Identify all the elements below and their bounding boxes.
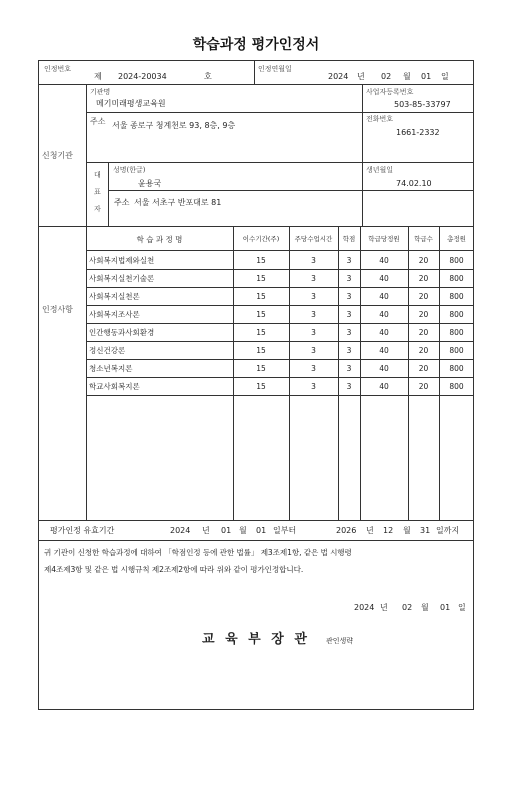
course-weeks: 15 (256, 346, 266, 355)
col-header-weeks: 이수기간(주) (242, 235, 280, 243)
divider-validity-top (38, 520, 474, 521)
divider-inst-right (362, 84, 363, 226)
table-row (86, 305, 474, 323)
validity-start-month: 01 (221, 526, 232, 535)
col-header-hours: 주당수업시간 (294, 235, 333, 243)
course-class-cap: 40 (379, 310, 389, 319)
col-header-classes: 학급수 (414, 235, 433, 243)
course-name: 사회복지실천론 (89, 292, 140, 301)
validity-end-suffix: 일까지 (436, 526, 460, 535)
institution-section-label: 신청기관 (42, 151, 73, 160)
course-name: 청소년복지론 (89, 364, 133, 373)
statement-year-unit: 년 (380, 603, 388, 612)
cert-date-month: 02 (381, 72, 392, 81)
course-classes: 20 (418, 328, 429, 337)
courses-section-label: 인정사항 (42, 305, 73, 314)
course-credits: 3 (346, 346, 352, 355)
cert-no-suffix: 호 (204, 72, 212, 81)
institution-name-label: 기관명 (90, 88, 111, 96)
validity-label: 평가인정 유효기간 (50, 526, 115, 535)
course-total: 800 (449, 364, 464, 373)
statement-day: 01 (440, 603, 451, 612)
validity-end-month: 12 (383, 526, 394, 535)
rep-birth-label: 생년월일 (366, 166, 394, 174)
course-classes: 20 (418, 274, 429, 283)
course-total: 800 (449, 256, 464, 265)
course-weeks: 15 (256, 328, 266, 337)
course-credits: 3 (346, 274, 352, 283)
validity-end-year-unit: 년 (366, 526, 374, 535)
rep-name: 윤용국 (138, 179, 162, 188)
course-name: 인간행동과사회환경 (89, 328, 155, 337)
table-row (86, 341, 474, 359)
cert-no-prefix: 제 (94, 72, 102, 81)
institution-name: 메기미래평생교육원 (96, 99, 166, 108)
course-hours: 3 (311, 274, 316, 283)
course-credits: 3 (346, 310, 352, 319)
course-total: 800 (449, 274, 464, 283)
course-hours: 3 (311, 364, 316, 373)
validity-start-year: 2024 (170, 526, 191, 535)
course-weeks: 15 (256, 256, 266, 265)
divider-validity-bottom (38, 540, 474, 541)
course-name: 사회복지실천기술론 (89, 274, 155, 283)
course-class-cap: 40 (379, 328, 389, 337)
validity-end-year: 2026 (336, 526, 357, 535)
course-class-cap: 40 (379, 346, 389, 355)
course-credits: 3 (346, 364, 352, 373)
course-hours: 3 (311, 328, 316, 337)
cert-date-day-unit: 일 (441, 72, 449, 81)
table-row (86, 323, 474, 341)
course-total: 800 (449, 382, 464, 391)
address-label: 주소 (90, 117, 106, 126)
statement-line-1: 귀 기관이 신청한 학습과정에 대하여 「학점인정 등에 관한 법률」 제3조제1항, 같은 법 시행령 (44, 548, 352, 557)
table-row (86, 287, 474, 305)
course-name: 사회복지조사론 (89, 310, 140, 319)
statement-month: 02 (402, 603, 413, 612)
course-weeks: 15 (256, 310, 266, 319)
course-hours: 3 (311, 346, 316, 355)
course-classes: 20 (418, 292, 429, 301)
course-class-cap: 40 (379, 364, 389, 373)
cert-no-value: 2024-20034 (118, 72, 167, 81)
course-total: 800 (449, 292, 464, 301)
course-hours: 3 (311, 256, 316, 265)
statement-year: 2024 (354, 603, 375, 612)
phone-value: 1661-2332 (396, 128, 440, 137)
course-class-cap: 40 (379, 256, 389, 265)
course-credits: 3 (346, 256, 352, 265)
col-header-credits: 학점 (342, 235, 356, 243)
cert-date-year: 2024 (328, 72, 349, 81)
bizno-label: 사업자등록번호 (366, 88, 414, 96)
issuer-name: 교 육 부 장 관 (202, 632, 310, 647)
course-credits: 3 (346, 382, 352, 391)
course-weeks: 15 (256, 382, 266, 391)
cert-date-year-unit: 년 (357, 72, 365, 81)
col-header-course: 학 습 과 정 명 (136, 235, 183, 244)
rep-address: 서울 서초구 반포대로 81 (134, 198, 222, 207)
rep-name-label: 성명(한글) (113, 166, 146, 174)
address-value: 서울 종로구 청계천로 93, 8층, 9층 (112, 121, 236, 130)
course-class-cap: 40 (379, 382, 389, 391)
divider-rep-1 (108, 190, 474, 191)
course-name: 사회복지법제와실천 (89, 256, 155, 265)
cert-no-label: 인정번호 (44, 65, 72, 73)
col-header-class-cap: 학급당정원 (368, 235, 400, 243)
rep-birth: 74.02.10 (396, 179, 432, 188)
table-row (86, 251, 474, 269)
course-weeks: 15 (256, 292, 266, 301)
statement-line-2: 제4조제3항 및 같은 법 시행규칙 제2조제2항에 따라 위와 같이 평가인정합니다. (44, 565, 304, 574)
rep-label-char-1: 대 (94, 171, 101, 179)
course-hours: 3 (311, 382, 316, 391)
course-total: 800 (449, 346, 464, 355)
course-class-cap: 40 (379, 274, 389, 283)
course-total: 800 (449, 310, 464, 319)
course-name: 학교사회복지론 (89, 382, 140, 391)
divider-inst-2 (86, 162, 474, 163)
table-row (86, 269, 474, 287)
course-hours: 3 (311, 292, 316, 301)
divider-cert-mid (254, 60, 255, 84)
divider-inst-1 (86, 112, 474, 113)
course-classes: 20 (418, 256, 429, 265)
divider-cert (38, 84, 474, 85)
statement-month-unit: 월 (421, 603, 429, 612)
course-credits: 3 (346, 328, 352, 337)
table-row (86, 359, 474, 377)
course-hours: 3 (311, 310, 316, 319)
validity-start-month-unit: 월 (239, 526, 247, 535)
phone-label: 전화번호 (366, 115, 394, 123)
course-classes: 20 (418, 346, 429, 355)
document-title: 학습과정 평가인정서 (192, 37, 320, 53)
course-total: 800 (449, 328, 464, 337)
course-credits: 3 (346, 292, 352, 301)
col-header-total: 총정원 (447, 235, 466, 243)
rep-label-char-3: 자 (94, 205, 101, 213)
course-name: 정신건강론 (89, 346, 126, 355)
divider-rep-col (108, 162, 109, 226)
bizno-value: 503-85-33797 (394, 100, 451, 109)
validity-end-day: 31 (420, 526, 431, 535)
rep-address-label: 주소 (114, 198, 130, 207)
seal-note: 관인생략 (326, 637, 354, 645)
course-weeks: 15 (256, 364, 266, 373)
cert-date-day: 01 (421, 72, 432, 81)
statement-day-unit: 일 (458, 603, 466, 612)
course-classes: 20 (418, 382, 429, 391)
course-classes: 20 (418, 364, 429, 373)
courses-table (86, 226, 474, 520)
cert-date-label: 인정연월일 (258, 65, 292, 73)
table-row (86, 377, 474, 395)
course-weeks: 15 (256, 274, 266, 283)
cert-date-month-unit: 월 (403, 72, 411, 81)
validity-start-year-unit: 년 (202, 526, 210, 535)
validity-start-day: 01 (256, 526, 267, 535)
course-classes: 20 (418, 310, 429, 319)
validity-end-month-unit: 월 (403, 526, 411, 535)
rep-label-char-2: 표 (94, 188, 101, 196)
validity-start-suffix: 일부터 (273, 526, 297, 535)
course-class-cap: 40 (379, 292, 389, 301)
